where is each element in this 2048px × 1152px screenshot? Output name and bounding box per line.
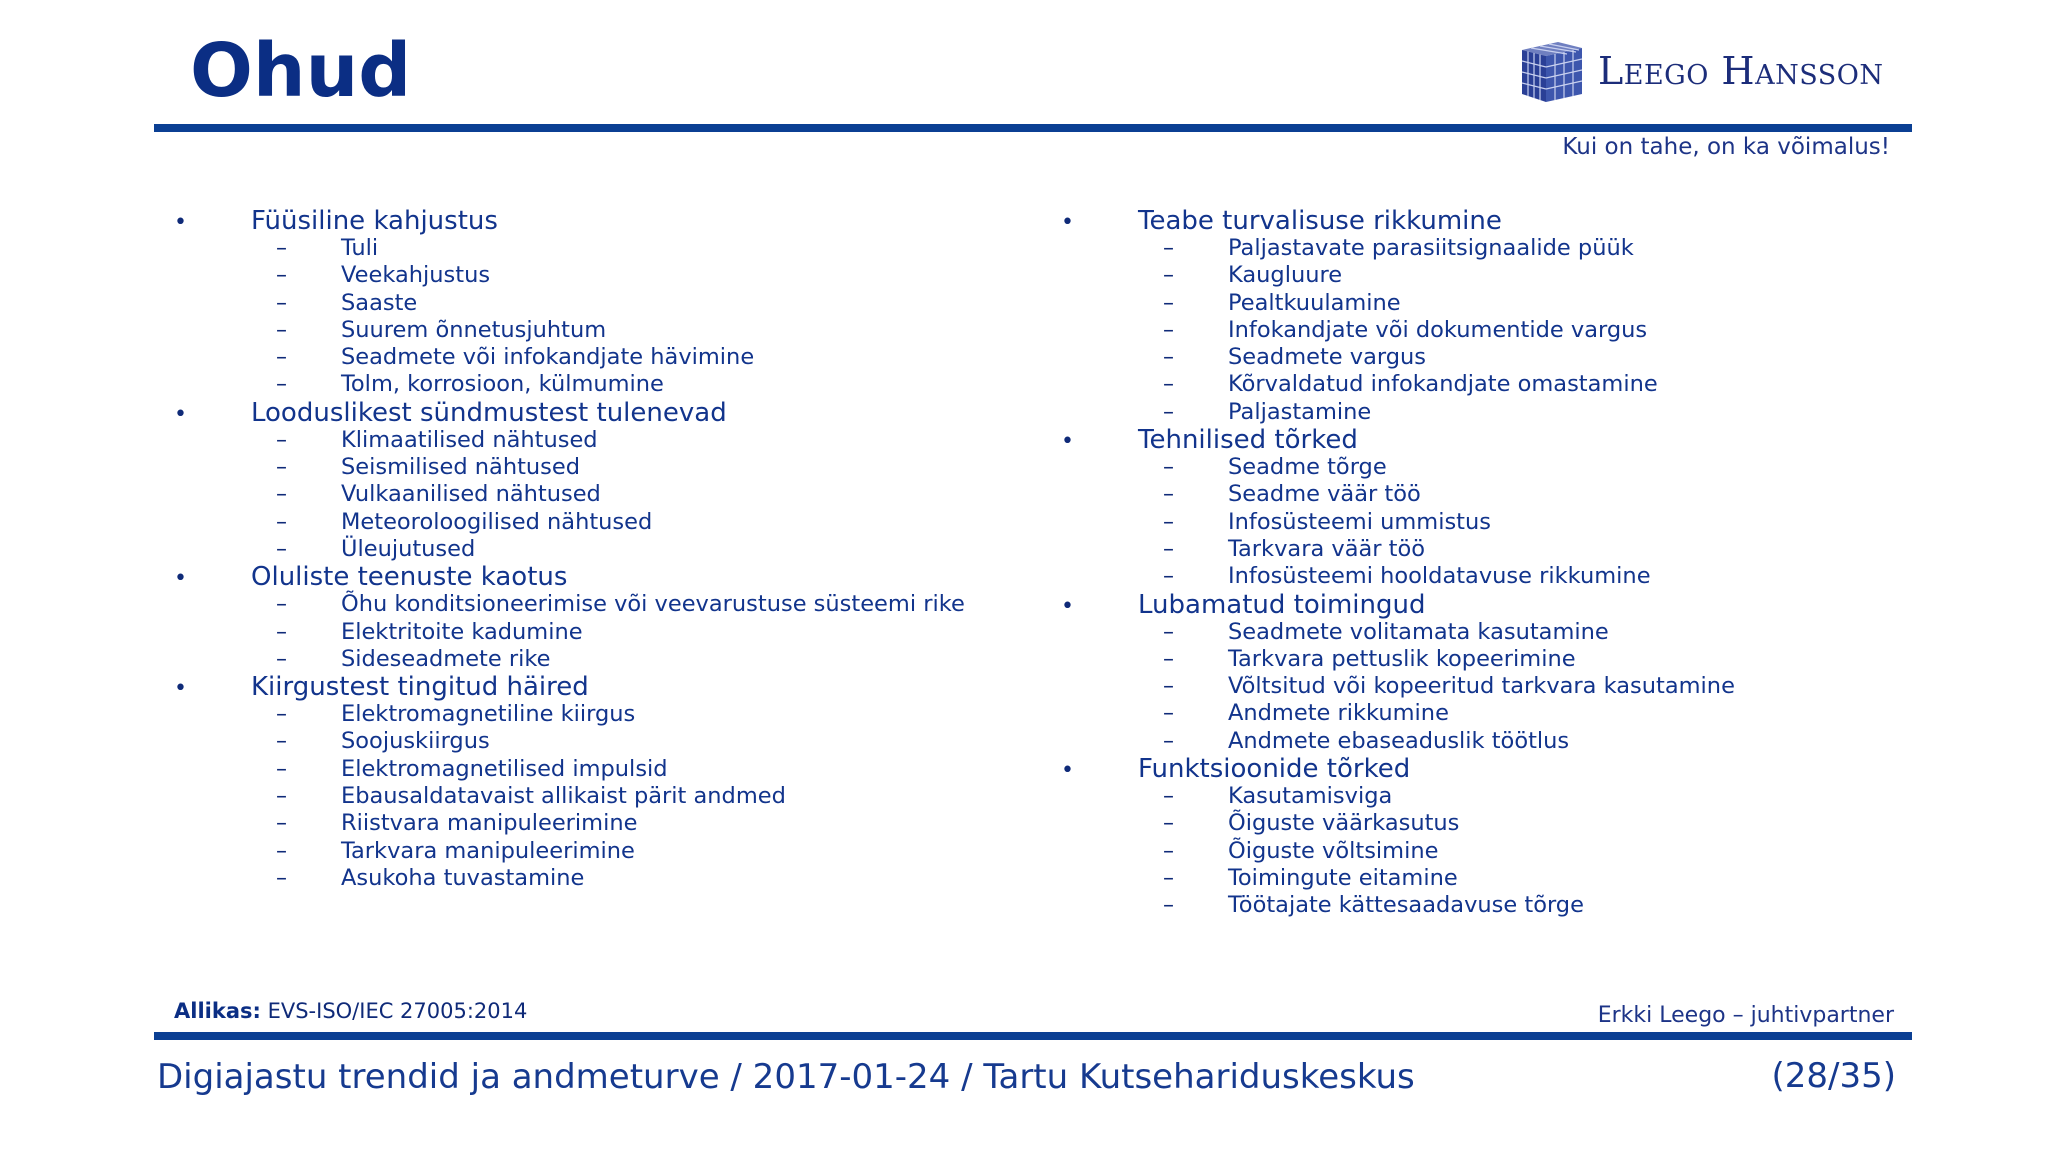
dash-icon: –	[276, 592, 287, 618]
dash-icon: –	[1163, 701, 1174, 727]
dash-icon: –	[1163, 509, 1174, 535]
sub-item-label: Paljastavate parasiitsignaalide püük	[1228, 235, 1634, 261]
dash-icon: –	[1163, 674, 1174, 700]
sub-item	[170, 427, 965, 454]
right-column	[1057, 207, 1735, 920]
bullet-item	[170, 207, 965, 235]
sub-item	[1057, 673, 1735, 700]
source-note	[174, 999, 527, 1023]
dash-icon: –	[1163, 865, 1174, 891]
tagline: Kui on tahe, on ka võimalus!	[1562, 134, 1890, 160]
sub-item-label: Võltsitud või kopeeritud tarkvara kasutamine	[1228, 673, 1735, 700]
dash-icon: –	[276, 317, 287, 343]
source-label: Allikas:	[174, 999, 261, 1023]
bullet-icon: •	[1061, 758, 1074, 784]
bullet-icon: •	[1061, 210, 1074, 235]
sub-item-label: Töötajate kättesaadavuse tõrge	[1228, 892, 1584, 919]
sub-item	[1057, 646, 1735, 673]
dash-icon: –	[1163, 399, 1174, 425]
sub-item-label: Andmete ebaseaduslik töötlus	[1228, 727, 1570, 754]
sub-item-label: Veekahjustus	[341, 262, 491, 289]
sub-item-label: Õiguste võltsimine	[1228, 837, 1439, 864]
sub-item-label: Toimingute eitamine	[1228, 864, 1458, 891]
sub-item	[170, 317, 965, 344]
company-logo	[1516, 36, 1883, 106]
sub-item	[170, 481, 965, 508]
bullet-label: Füüsiline kahjustus	[251, 206, 498, 236]
sub-item	[1057, 619, 1735, 646]
sub-item	[1057, 728, 1735, 755]
sub-item-label: Üleujutused	[341, 535, 476, 562]
sub-item-label: Kasutamisviga	[1228, 783, 1393, 810]
dash-icon: –	[276, 756, 287, 782]
dash-icon: –	[276, 619, 287, 645]
sub-item-label: Elektromagnetilised impulsid	[341, 755, 668, 782]
sub-item	[1057, 700, 1735, 727]
bullet-label: Oluliste teenuste kaotus	[251, 562, 568, 593]
sub-item-label: Seismilised nähtused	[341, 454, 581, 481]
dash-icon: –	[276, 427, 287, 453]
sub-item-label: Infokandjate või dokumentide vargus	[1228, 316, 1648, 343]
sub-item-label: Andmete rikkumine	[1228, 700, 1449, 727]
sub-item	[1057, 454, 1735, 481]
sub-item-label: Tarkvara väär töö	[1228, 535, 1426, 562]
sub-item-label: Suurem õnnetusjuhtum	[341, 316, 607, 343]
bullet-icon: •	[174, 210, 187, 235]
footer-divider	[154, 1032, 1912, 1040]
dash-icon: –	[276, 646, 287, 672]
dash-icon: –	[276, 702, 287, 728]
sub-item	[1057, 810, 1735, 837]
sub-item	[1057, 563, 1735, 590]
sub-item-label: Riistvara manipuleerimine	[341, 810, 638, 837]
sub-item	[170, 646, 965, 673]
sub-item	[170, 262, 965, 289]
dash-icon: –	[276, 729, 287, 755]
sub-item	[1057, 235, 1735, 262]
logo-text: Leego Hansson	[1598, 49, 1884, 93]
dash-icon: –	[276, 236, 287, 261]
sub-item	[170, 235, 965, 262]
sub-item	[1057, 865, 1735, 892]
dash-icon: –	[1163, 838, 1174, 864]
dash-icon: –	[276, 290, 287, 316]
sub-item-label: Vulkaanilised nähtused	[341, 481, 601, 508]
sub-item	[170, 838, 965, 865]
header-divider	[154, 124, 1912, 132]
bullet-icon: •	[1061, 593, 1074, 619]
sub-item	[170, 591, 965, 618]
bullet-icon: •	[174, 676, 187, 702]
sub-item	[1057, 317, 1735, 344]
sub-item-label: Infosüsteemi hooldatavuse rikkumine	[1228, 563, 1651, 590]
bullet-icon: •	[1061, 429, 1074, 455]
source-value: EVS-ISO/IEC 27005:2014	[267, 999, 528, 1023]
dash-icon: –	[276, 811, 287, 837]
bullet-label: Funktsioonide tõrked	[1138, 754, 1411, 785]
dash-icon: –	[276, 263, 287, 289]
dash-icon: –	[1163, 646, 1174, 672]
bullet-item	[1057, 207, 1735, 235]
dash-icon: –	[1163, 728, 1174, 754]
sub-item-label: Kaugluure	[1228, 262, 1343, 289]
sub-item-label: Õhu konditsioneerimise või veevarustuse süsteemi rike	[341, 591, 965, 618]
sub-item	[1057, 892, 1735, 919]
sub-item-label: Ebausaldatavaist allikaist pärit andmed	[341, 783, 786, 810]
dash-icon: –	[276, 345, 287, 371]
sub-item	[170, 701, 965, 728]
bullet-item	[1057, 426, 1735, 454]
sub-item-label: Seadme tõrge	[1228, 454, 1387, 481]
sub-item-label: Saaste	[341, 289, 418, 316]
dash-icon: –	[1163, 290, 1174, 316]
dash-icon: –	[276, 536, 287, 562]
bullet-label: Lubamatud toimingud	[1138, 589, 1426, 620]
bullet-icon: •	[174, 401, 187, 427]
dash-icon: –	[276, 838, 287, 864]
sub-item	[170, 728, 965, 755]
sub-item	[170, 536, 965, 563]
author: Erkki Leego – juhtivpartner	[1597, 1003, 1894, 1028]
dash-icon: –	[1163, 811, 1174, 837]
sub-item-label: Tuli	[341, 235, 379, 261]
dash-icon: –	[1163, 236, 1174, 261]
dash-icon: –	[1163, 536, 1174, 562]
bullet-item	[1057, 591, 1735, 619]
sub-item-label: Tolm, korrosioon, külmumine	[341, 371, 664, 398]
sub-item	[1057, 290, 1735, 317]
sub-item	[1057, 399, 1735, 426]
dash-icon: –	[276, 865, 287, 891]
dash-icon: –	[276, 372, 287, 398]
sub-item	[1057, 481, 1735, 508]
sub-item	[170, 371, 965, 398]
bullet-label: Teabe turvalisuse rikkumine	[1138, 206, 1502, 236]
sub-item-label: Seadmete volitamata kasutamine	[1228, 618, 1609, 645]
sub-item-label: Soojuskiirgus	[341, 728, 490, 755]
sub-item-label: Infosüsteemi ummistus	[1228, 508, 1491, 535]
sub-item-label: Paljastamine	[1228, 398, 1372, 425]
bullet-label: Kiirgustest tingitud häired	[251, 672, 589, 703]
sub-item-label: Seadmete vargus	[1228, 344, 1426, 371]
sub-item-label: Tarkvara pettuslik kopeerimine	[1228, 645, 1576, 672]
bullet-icon: •	[174, 566, 187, 592]
sub-item-label: Elektritoite kadumine	[341, 618, 583, 645]
sub-item	[170, 454, 965, 481]
dash-icon: –	[1163, 372, 1174, 398]
sub-item-label: Kõrvaldatud infokandjate omastamine	[1228, 371, 1658, 398]
sub-item-label: Sideseadmete rike	[341, 645, 551, 672]
sub-item	[1057, 371, 1735, 398]
dash-icon: –	[276, 482, 287, 508]
dash-icon: –	[1163, 893, 1174, 919]
dash-icon: –	[1163, 263, 1174, 289]
sub-item-label: Seadmete või infokandjate hävimine	[341, 344, 755, 371]
bullet-label: Looduslikest sündmustest tulenevad	[251, 397, 727, 428]
sub-item	[1057, 344, 1735, 371]
sub-item	[170, 344, 965, 371]
sub-item-label: Õiguste väärkasutus	[1228, 810, 1460, 837]
bullet-item	[1057, 755, 1735, 783]
footer-text: Digiajastu trendid ja andmeturve / 2017-01-24 / Tartu Kutsehariduskeskus	[157, 1057, 1415, 1097]
dash-icon: –	[1163, 482, 1174, 508]
bullet-label: Tehnilised tõrked	[1138, 425, 1358, 456]
dash-icon: –	[276, 455, 287, 481]
sub-item	[170, 810, 965, 837]
page-number: (28/35)	[1771, 1056, 1896, 1096]
sub-item	[170, 756, 965, 783]
dash-icon: –	[1163, 317, 1174, 343]
dash-icon: –	[1163, 784, 1174, 810]
sub-item-label: Pealtkuulamine	[1228, 289, 1401, 316]
sub-item-label: Meteoroloogilised nähtused	[341, 508, 653, 535]
sub-item	[170, 783, 965, 810]
page-title: Ohud	[190, 28, 412, 114]
left-column	[170, 207, 965, 892]
sub-item	[1057, 509, 1735, 536]
dash-icon: –	[276, 509, 287, 535]
dash-icon: –	[1163, 455, 1174, 481]
sub-item-label: Klimaatilised nähtused	[341, 426, 598, 453]
bullet-item	[170, 673, 965, 701]
dash-icon: –	[1163, 345, 1174, 371]
sub-item	[1057, 536, 1735, 563]
dash-icon: –	[1163, 564, 1174, 590]
sub-item	[1057, 783, 1735, 810]
sub-item	[170, 865, 965, 892]
bullet-item	[170, 399, 965, 427]
dash-icon: –	[276, 784, 287, 810]
sub-item-label: Tarkvara manipuleerimine	[341, 837, 635, 864]
sub-item	[170, 619, 965, 646]
sub-item	[170, 290, 965, 317]
sub-item	[1057, 838, 1735, 865]
bullet-item	[170, 563, 965, 591]
sub-item-label: Seadme väär töö	[1228, 481, 1421, 508]
cube-logo-icon	[1516, 38, 1586, 104]
sub-item-label: Asukoha tuvastamine	[341, 864, 585, 891]
sub-item	[1057, 262, 1735, 289]
dash-icon: –	[1163, 619, 1174, 645]
sub-item	[170, 509, 965, 536]
sub-item-label: Elektromagnetiline kiirgus	[341, 701, 636, 728]
